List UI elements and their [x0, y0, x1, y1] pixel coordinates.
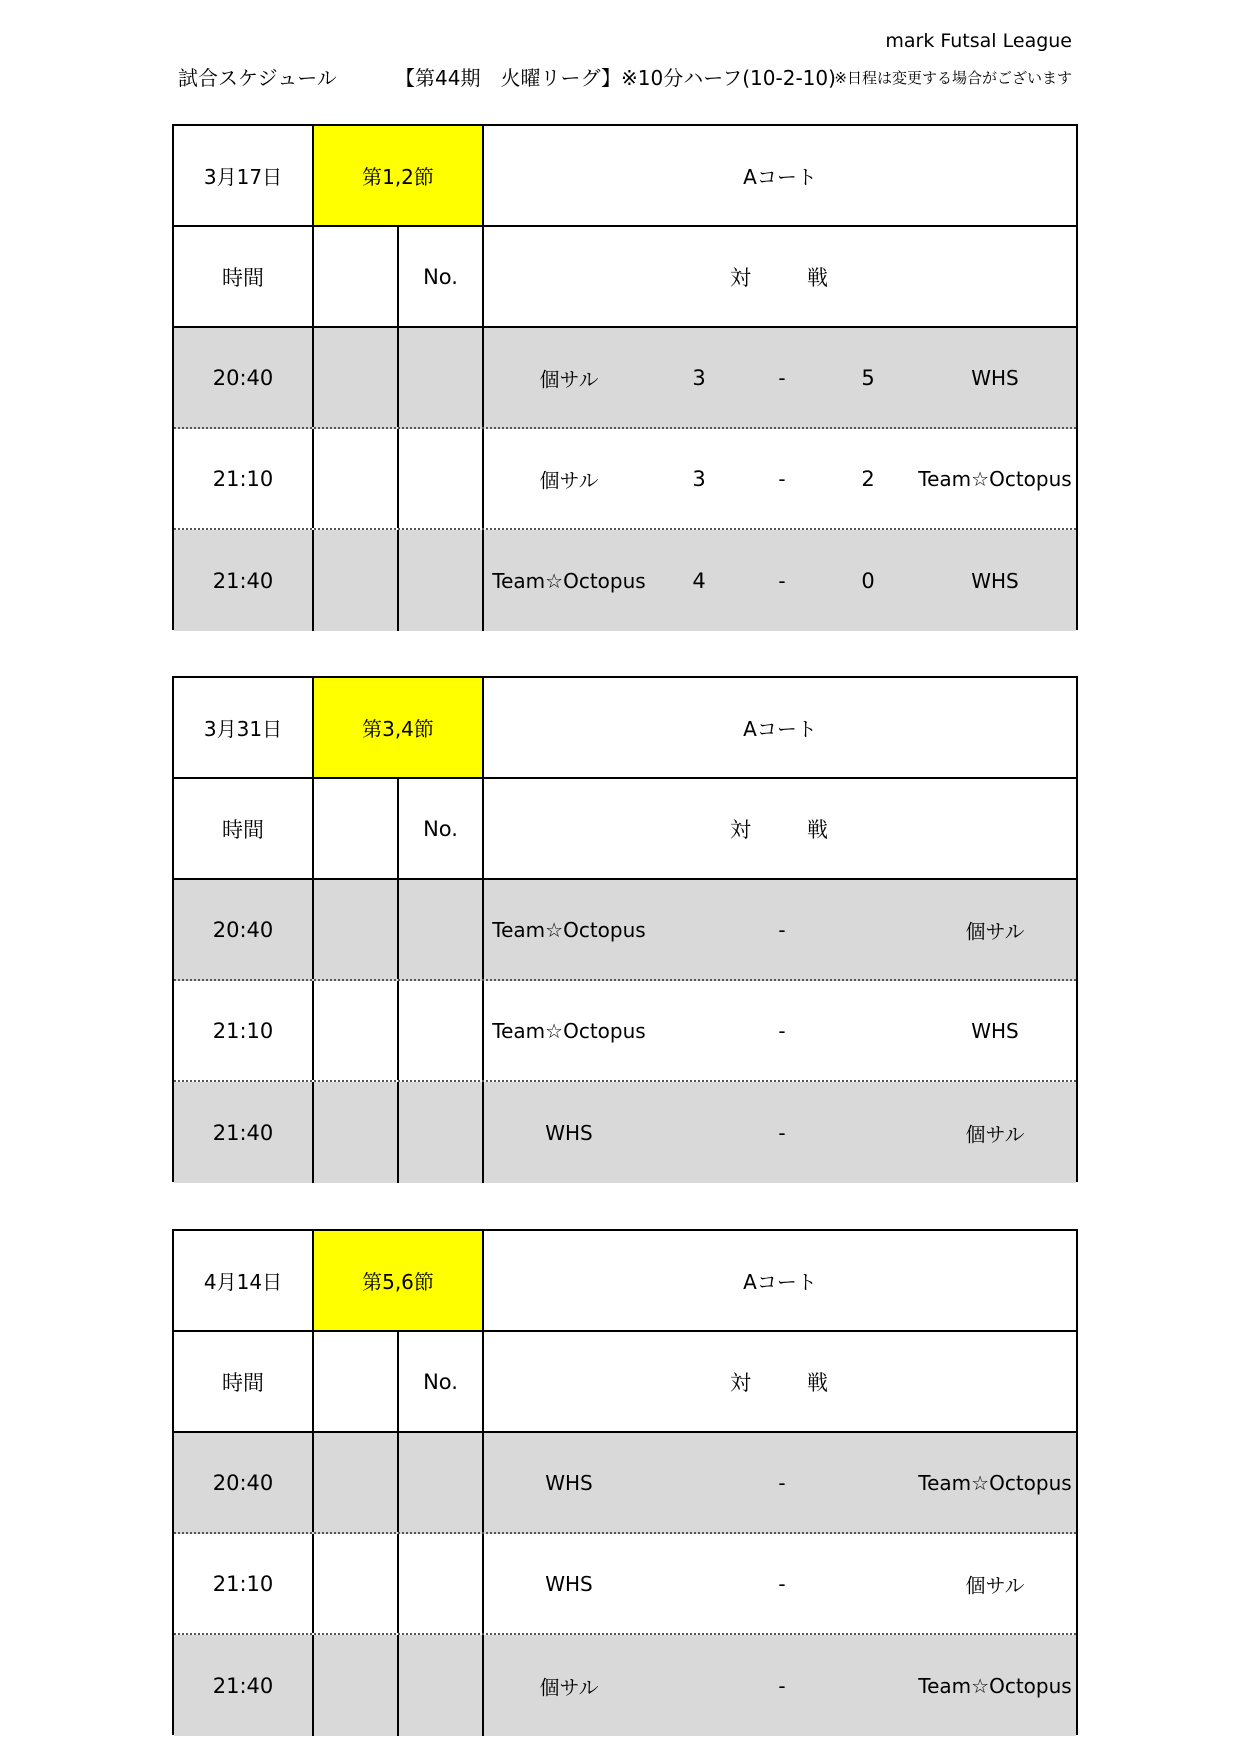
versus-label: 対 戦 — [730, 1370, 828, 1395]
home-team: Team☆Octopus — [492, 568, 646, 593]
away-team: WHS — [971, 365, 1019, 390]
match-no — [399, 1534, 484, 1633]
blank-cell — [314, 429, 399, 528]
away-team: 個サル — [965, 1573, 1025, 1597]
no-column-header: No. — [399, 1332, 484, 1431]
court-label: Aコート — [743, 717, 817, 741]
match-no — [399, 1635, 484, 1736]
match-row — [174, 1082, 1076, 1183]
away-team: 個サル — [965, 1122, 1025, 1146]
match-cell — [484, 1433, 1076, 1532]
away-team: WHS — [971, 1018, 1019, 1043]
home-score: 3 — [692, 365, 706, 390]
match-time: 20:40 — [174, 1433, 314, 1532]
league-info: 【第44期 火曜リーグ】※10分ハーフ(10-2-10) — [395, 66, 836, 90]
column-header-row — [174, 227, 1076, 328]
away-team: Team☆Octopus — [918, 1470, 1072, 1495]
away-team: Team☆Octopus — [918, 466, 1072, 491]
schedule-header-row — [174, 1231, 1076, 1332]
match-date: 3月31日 — [174, 678, 314, 777]
match-cell — [484, 981, 1076, 1080]
court-label: Aコート — [743, 1270, 817, 1294]
match-row — [174, 1433, 1076, 1534]
home-team: 個サル — [539, 1675, 599, 1699]
match-no — [399, 981, 484, 1080]
league-name: mark Futsal League — [885, 30, 1072, 52]
home-score: 4 — [692, 568, 706, 593]
home-team: Team☆Octopus — [492, 917, 646, 942]
blank-cell — [314, 1635, 399, 1736]
match-no — [399, 1082, 484, 1183]
away-score: 0 — [861, 568, 875, 593]
match-row — [174, 1534, 1076, 1635]
match-row — [174, 328, 1076, 429]
home-team: WHS — [545, 1120, 593, 1145]
match-no — [399, 880, 484, 979]
blank-cell — [314, 1534, 399, 1633]
time-column-header: 時間 — [174, 1332, 314, 1431]
match-cell — [484, 530, 1076, 631]
match-date: 4月14日 — [174, 1231, 314, 1330]
time-column-header: 時間 — [174, 779, 314, 878]
versus-label: 対 戦 — [730, 265, 828, 290]
match-cell — [484, 1082, 1076, 1183]
score-separator: - — [778, 466, 786, 491]
schedule-table-2 — [172, 676, 1078, 1182]
blank-column-header — [314, 1332, 399, 1431]
match-time: 20:40 — [174, 880, 314, 979]
home-score: 3 — [692, 466, 706, 491]
blank-cell — [314, 981, 399, 1080]
match-row — [174, 1635, 1076, 1736]
home-team: 個サル — [539, 468, 599, 492]
score-separator: - — [778, 365, 786, 390]
time-column-header: 時間 — [174, 227, 314, 326]
match-cell — [484, 1534, 1076, 1633]
match-row — [174, 981, 1076, 1082]
score-separator: - — [778, 568, 786, 593]
away-team: 個サル — [965, 919, 1025, 943]
match-time: 21:10 — [174, 981, 314, 1080]
match-row — [174, 429, 1076, 530]
score-separator: - — [778, 1018, 786, 1043]
blank-cell — [314, 880, 399, 979]
schedule-change-notice: ※日程は変更する場合がございます — [834, 69, 1072, 87]
score-separator: - — [778, 917, 786, 942]
blank-cell — [314, 1082, 399, 1183]
versus-column-header — [484, 1332, 1076, 1431]
match-no — [399, 328, 484, 427]
match-time: 21:10 — [174, 1534, 314, 1633]
match-cell — [484, 429, 1076, 528]
column-header-row — [174, 779, 1076, 880]
schedule-header-row — [174, 678, 1076, 779]
score-separator: - — [778, 1120, 786, 1145]
round-label: 第5,6節 — [314, 1231, 484, 1330]
match-time: 21:40 — [174, 530, 314, 631]
home-team: 個サル — [539, 367, 599, 391]
match-row — [174, 530, 1076, 631]
versus-label: 対 戦 — [730, 817, 828, 842]
match-cell — [484, 1635, 1076, 1736]
match-time: 21:40 — [174, 1635, 314, 1736]
match-time: 21:40 — [174, 1082, 314, 1183]
no-column-header: No. — [399, 779, 484, 878]
score-separator: - — [778, 1571, 786, 1596]
blank-cell — [314, 328, 399, 427]
score-separator: - — [778, 1470, 786, 1495]
round-label: 第1,2節 — [314, 126, 484, 225]
match-date: 3月17日 — [174, 126, 314, 225]
round-label: 第3,4節 — [314, 678, 484, 777]
match-no — [399, 530, 484, 631]
blank-column-header — [314, 779, 399, 878]
versus-column-header — [484, 779, 1076, 878]
away-team: Team☆Octopus — [918, 1673, 1072, 1698]
match-no — [399, 1433, 484, 1532]
home-team: Team☆Octopus — [492, 1018, 646, 1043]
match-cell — [484, 328, 1076, 427]
match-time: 20:40 — [174, 328, 314, 427]
score-separator: - — [778, 1673, 786, 1698]
blank-column-header — [314, 227, 399, 326]
schedule-table-3 — [172, 1229, 1078, 1735]
schedule-table-1 — [172, 124, 1078, 630]
versus-column-header — [484, 227, 1076, 326]
court-label: Aコート — [743, 165, 817, 189]
away-score: 2 — [861, 466, 875, 491]
no-column-header: No. — [399, 227, 484, 326]
away-score: 5 — [861, 365, 875, 390]
document-title: 試合スケジュール — [178, 66, 337, 90]
home-team: WHS — [545, 1470, 593, 1495]
match-time: 21:10 — [174, 429, 314, 528]
match-cell — [484, 880, 1076, 979]
blank-cell — [314, 1433, 399, 1532]
blank-cell — [314, 530, 399, 631]
match-no — [399, 429, 484, 528]
away-team: WHS — [971, 568, 1019, 593]
home-team: WHS — [545, 1571, 593, 1596]
column-header-row — [174, 1332, 1076, 1433]
schedule-header-row — [174, 126, 1076, 227]
match-row — [174, 880, 1076, 981]
